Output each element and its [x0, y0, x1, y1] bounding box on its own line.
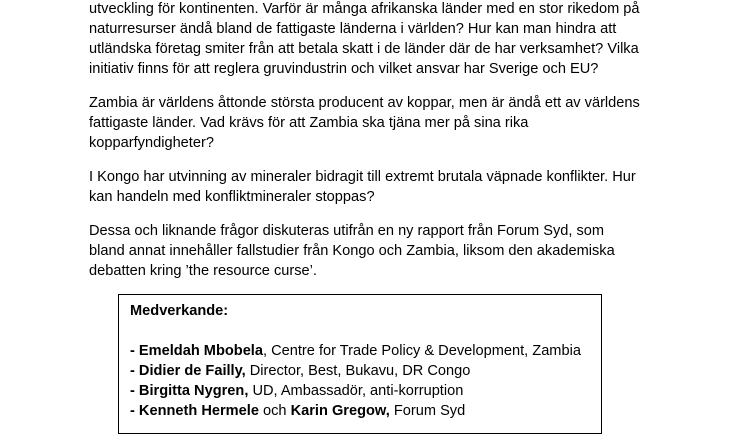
text-line: kopparfyndigheter? — [89, 135, 214, 151]
participant-role: UD, Ambassadör, anti-korruption — [248, 383, 464, 399]
participant-name: Karin Gregow, — [290, 403, 390, 419]
document-body — [89, 0, 689, 295]
text-line: bland annat innehåller fallstudier från Kongo och Zambia, liksom den akademiska — [89, 243, 615, 259]
text-line: Zambia är världens åttonde största producent av koppar, men är ändå ett av världens — [89, 95, 640, 111]
text-line: naturresurser ändå bland de fattigaste länderna i världen? Hur kan man hindra att — [89, 21, 617, 37]
participant-name: - Didier de Failly, — [130, 363, 246, 379]
participant-row — [130, 341, 601, 361]
report-paragraph — [89, 221, 689, 281]
participant-role: , Centre for Trade Policy & Development, Zambia — [262, 343, 581, 359]
participant-name: - Emeldah Mbobela — [130, 343, 263, 359]
text-line: kan handeln med konfliktmineraler stoppas? — [89, 189, 375, 205]
text-line: Dessa och liknande frågor diskuteras utifrån en ny rapport från Forum Syd, som — [89, 223, 605, 239]
kongo-paragraph — [89, 167, 689, 207]
participant-role: Director, Best, Bukavu, DR Congo — [245, 363, 471, 379]
text-line: utveckling för kontinenten. Varför är många afrikanska länder med en stor rikedom på — [89, 1, 640, 17]
text-line: utländska företag smiter från att betala skatt i de länder där de har verksamhet? Vilka — [89, 41, 639, 57]
text-line: initiativ finns för att reglera gruvindustrin och vilket ansvar har Sverige och EU? — [89, 61, 599, 77]
text-line: I Kongo har utvinning av mineraler bidragit till extremt brutala väpnade konflikter. Hur — [89, 169, 636, 185]
participant-row — [130, 361, 601, 381]
participant-name: - Kenneth Hermele — [130, 403, 259, 419]
participant-row — [130, 381, 601, 401]
participant-row — [130, 401, 601, 421]
participants-title: Medverkande: — [130, 303, 229, 319]
participant-role: Forum Syd — [389, 403, 466, 419]
participants-box — [118, 294, 602, 434]
intro-paragraph — [89, 0, 689, 79]
text-line: fattigaste länder. Vad krävs för att Zambia ska tjäna mer på sina rika — [89, 115, 529, 131]
participant-name: - Birgitta Nygren, — [130, 383, 249, 399]
zambia-paragraph — [89, 93, 689, 153]
text-line: debatten kring ’the resource curse’. — [89, 263, 317, 279]
participant-connector: och — [258, 403, 291, 419]
